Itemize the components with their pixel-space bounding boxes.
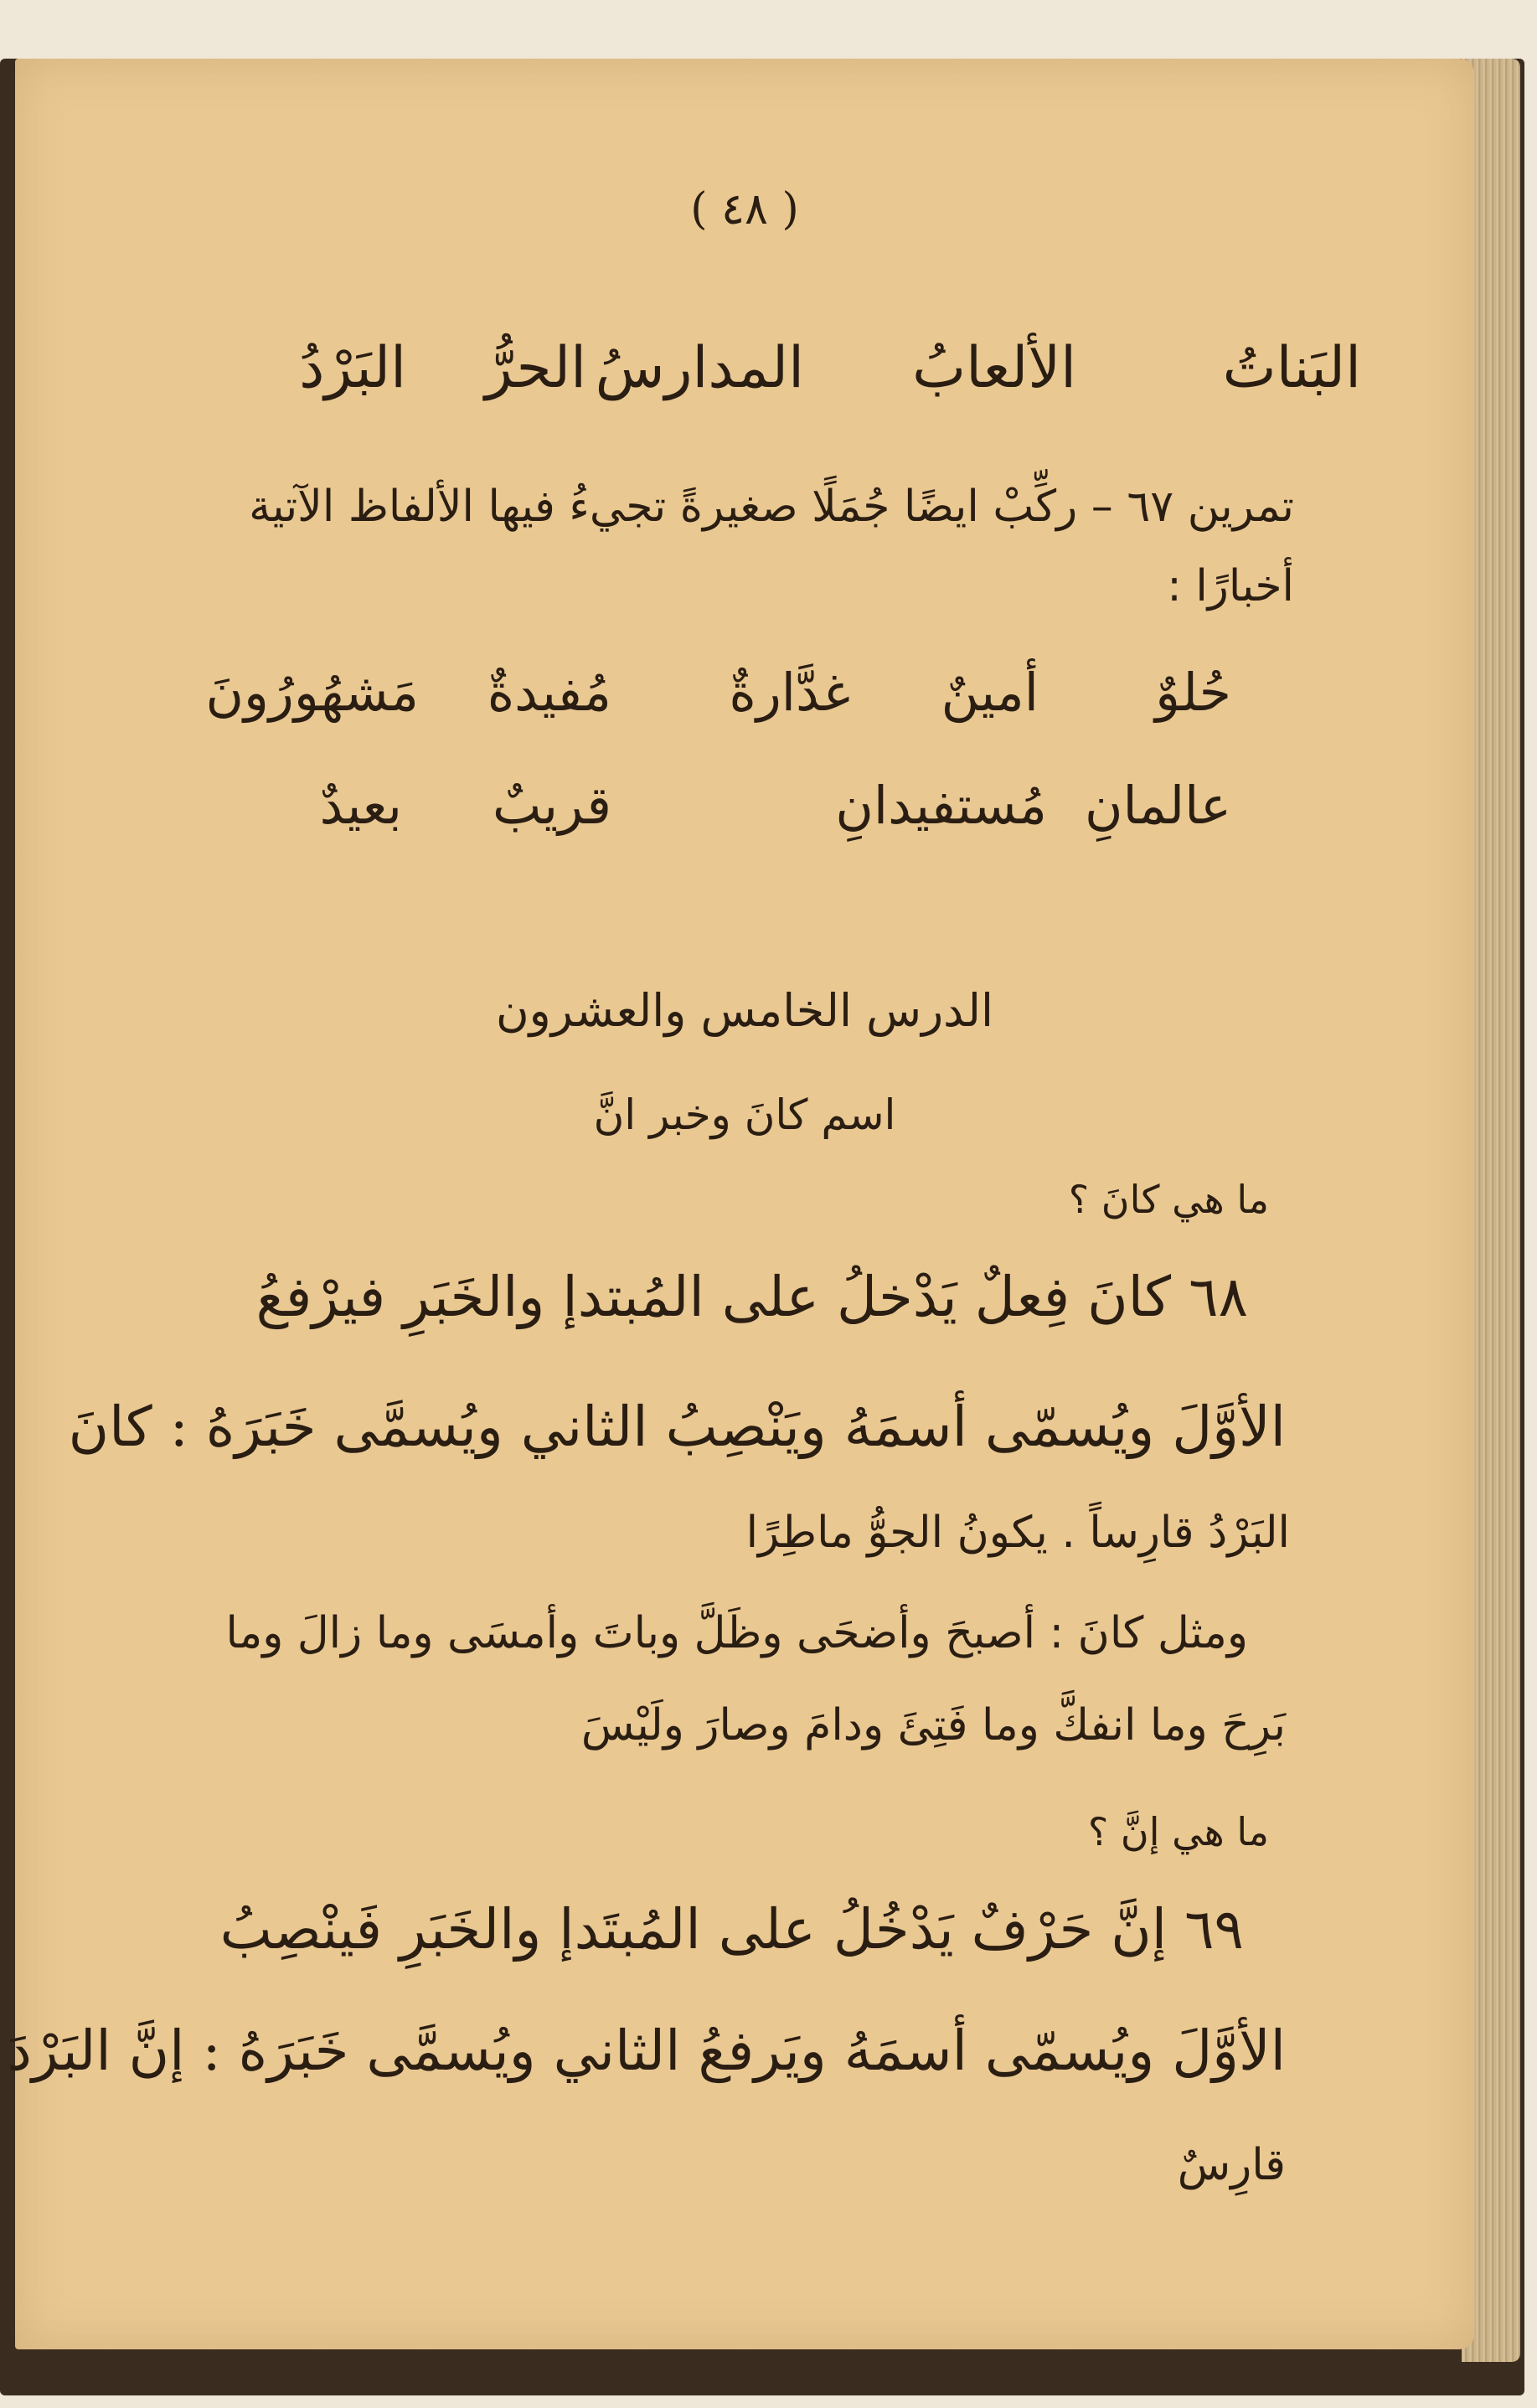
exercise-line: أخبارًا : <box>1167 561 1294 611</box>
exercise-line: تمرين ٦٧ – ركِّبْ ايضًا جُمَلًا صغيرةً تجيءُ فيها الألفاظ الآتية <box>249 482 1294 532</box>
exercise-word: بعيدٌ <box>319 775 402 836</box>
paragraph-line: الأوَّلَ ويُسمّى أسمَهُ ويَنْصِبُ الثاني ويُسمَّى خَبَرَهُ : كانَ <box>68 1395 1286 1459</box>
exercise-word: مُفيدةٌ <box>487 662 611 723</box>
paragraph-line: بَرِحَ وما انفكَّ وما فَتِئَ ودامَ وصارَ ولَيْسَ <box>580 1700 1286 1751</box>
paragraph-line: ٦٩ إنَّ حَرْفٌ يَدْخُلُ على المُبتَدإ والخَبَرِ فَينْصِبُ <box>219 1897 1244 1962</box>
exercise-word: غدَّارةٌ <box>729 662 850 723</box>
paragraph-line: ٦٨ كانَ فِعلٌ يَدْخلُ على المُبتدإ والخَبَرِ فيرْفعُ <box>255 1265 1248 1329</box>
top-word: الألعابُ <box>912 335 1076 401</box>
top-word: البَرْدُ <box>299 335 406 401</box>
top-word: البَناتُ <box>1222 335 1361 401</box>
top-word: المدارسُ <box>595 335 804 401</box>
paragraph-line: الأوَّلَ ويُسمّى أسمَهُ ويَرفعُ الثاني ويُسمَّى خَبَرَهُ : إنَّ البَرْدَ <box>7 2019 1286 2083</box>
lesson-subtitle: اسم كانَ وخبر انَّ <box>593 1091 896 1139</box>
paragraph-line: البَرْدُ قارِساً . يكونُ الجوُّ ماطِرًا <box>745 1508 1290 1558</box>
lesson-title: الدرس الخامس والعشرون <box>496 984 993 1037</box>
question-heading: ما هي إنَّ ؟ <box>1087 1809 1269 1854</box>
paragraph-line: ومثل كانَ : أصبحَ وأضحَى وظَلَّ وباتَ وأمسَى وما زالَ وما <box>225 1608 1248 1658</box>
paragraph-line: قارِسٌ <box>1177 2140 1286 2190</box>
exercise-word: قريبٌ <box>493 775 611 836</box>
top-word: الحرُّ <box>484 335 586 401</box>
exercise-word: حُلوٌ <box>1155 662 1231 723</box>
question-heading: ما هي كانَ ؟ <box>1068 1177 1269 1222</box>
exercise-word: أمينٌ <box>941 662 1039 723</box>
book-page <box>7 59 1474 2349</box>
page-number: ( ٤٨ ) <box>690 184 799 235</box>
exercise-word: عالمانِ <box>1084 775 1231 836</box>
exercise-word: مَشهُورُونَ <box>205 662 419 723</box>
exercise-word: مُستفيدانِ <box>835 775 1047 836</box>
